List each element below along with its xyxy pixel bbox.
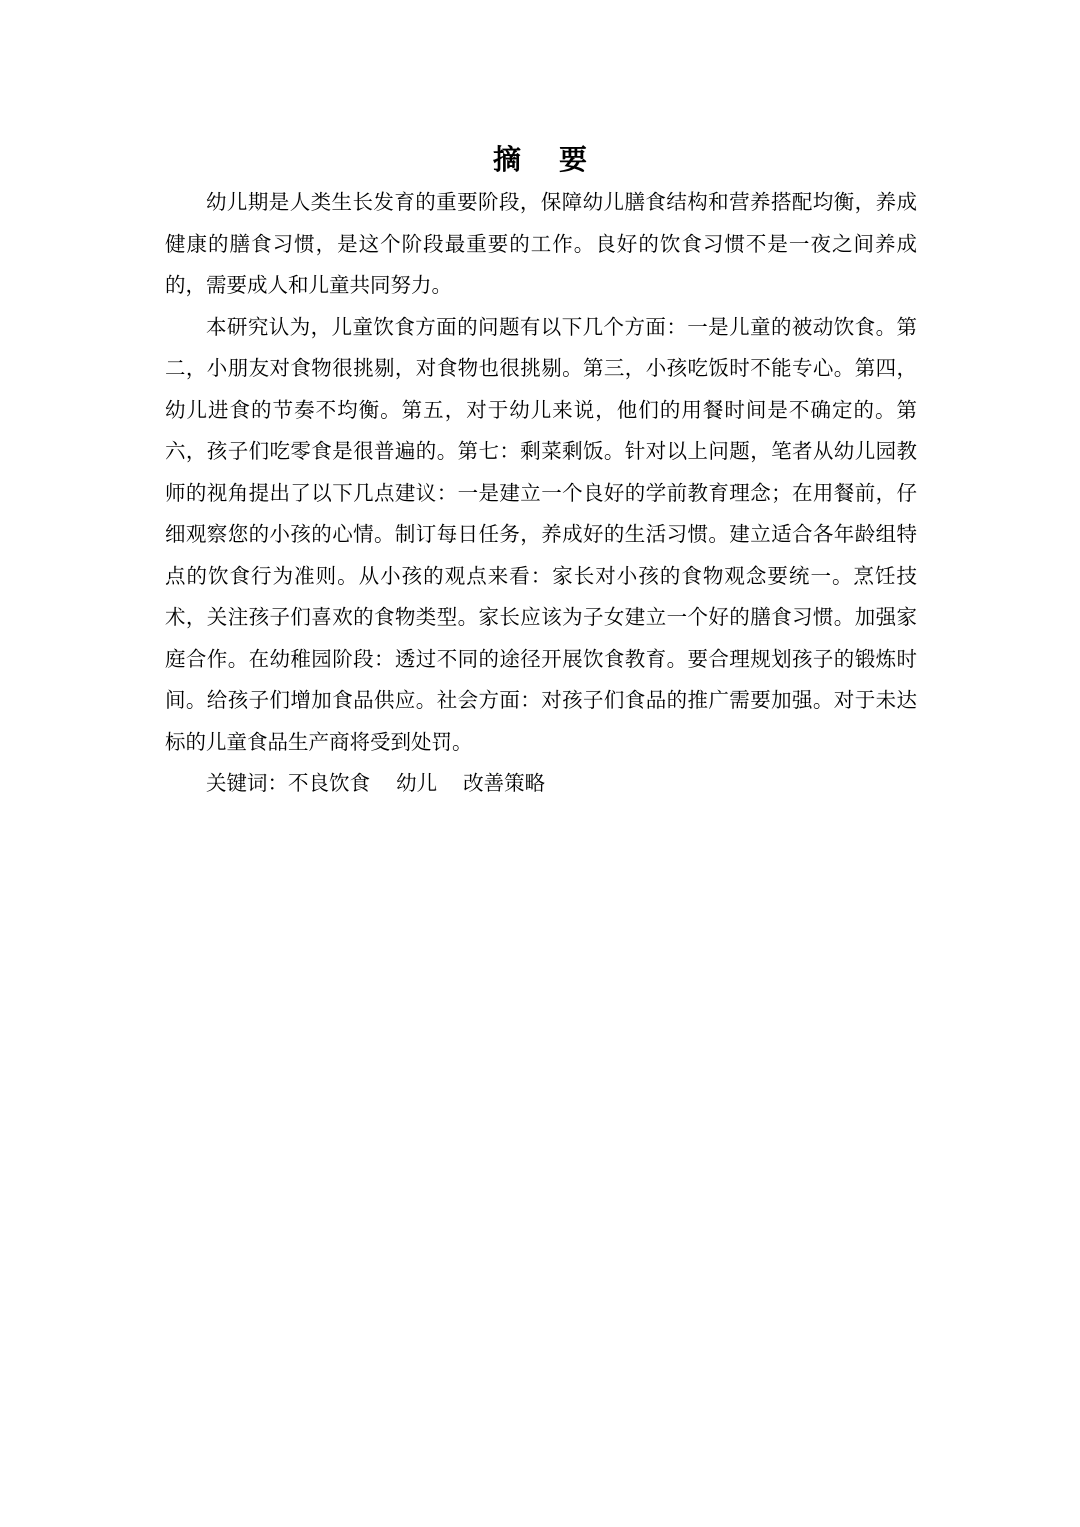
keyword-1: 不良饮食 [288,771,370,795]
abstract-paragraph-1: 幼儿期是人类生长发育的重要阶段，保障幼儿膳食结构和营养搭配均衡，养成健康的膳食习惯，是这个阶段最重要的工作。良好的饮食习惯不是一夜之间养成的，需要成人和儿童共同努力。 [165,190,917,297]
abstract-title [165,138,917,182]
keyword-2: 幼儿 [396,771,438,795]
abstract-title-part1: 摘 [492,143,523,176]
abstract-paragraph-2: 本研究认为，儿童饮食方面的问题有以下几个方面：一是儿童的被动饮食。第二，小朋友对食物很挑剔，对食物也很挑剔。第三，小孩吃饭时不能专心。第四，幼儿进食的节奏不均衡。第五，对于幼儿来说，他们的用餐时间是不确定的。第六，孩子们吃零食是很普遍的。第七：剩菜剩饭。针对以上问题，笔者从幼儿园教师的视角提出了以下几点建议：一是建立一个良好的学前教育理念；在用餐前，仔细观察您的小孩的心情。制订每日任务，养成好的生活习惯。建立适合各年龄组特点的饮食行为准则。从小孩的观点来看：家长对小孩的食物观念要统一。烹饪技术，关注孩子们喜欢的食物类型。家长应该为子女建立一个好的膳食习惯。加强家庭合作。在幼稚园阶段：透过不同的途径开展饮食教育。要合理规划孩子的锻炼时间。给孩子们增加食品供应。社会方面：对孩子们食品的推广需要加强。对于未达标的儿童食品生产商将受到处罚。 [165,314,917,754]
keyword-3: 改善策略 [463,771,546,795]
keywords-line [165,763,917,805]
abstract-section [165,138,917,805]
abstract-title-part2: 要 [559,143,590,176]
keywords-label: 关键词： [206,771,288,795]
